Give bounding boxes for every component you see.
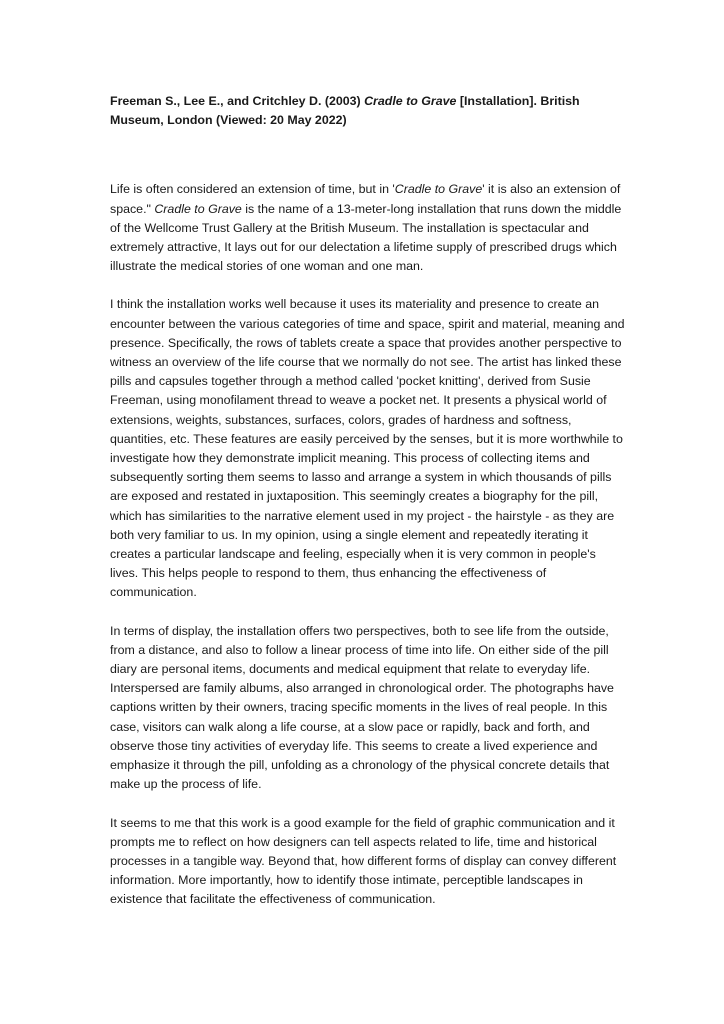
paragraph-intro-part-2: ' it is also an extension of space." [110, 182, 621, 216]
paragraph-intro-part-3: is the name of a 13-meter-long installation that runs down the middle of the Wellcome Trust Gallery at the British Museum. The installation is spectacular and extremely attractive, It lays out for our delectation a lifetime supply of prescribed drugs which illustrate the medical stories of one woman and one man. [110, 201, 622, 274]
citation-details: [Installation]. British Museum, London (Viewed: 20 May 2022) [110, 94, 580, 128]
paragraph-display: In terms of display, the installation offers two perspectives, both to see life from the outside, from a distance, and also to follow a linear process of time into life. On either side of the pill diary are personal items, documents and medical equipment that relate to everyday life. Interspersed are family albums, also arranged in chronological order. The photographs have captions written by their owners, tracing specific moments in the lives of real people. In this case, visitors can walk along a life course, at a slow pace or rapidly, back and forth, and observe those tiny activities of everyday life. This seems to create a lived experience and emphasize it through the pill, unfolding as a chronology of the physical concrete details that make up the process of life. [110, 623, 614, 792]
paragraph-intro [110, 180, 626, 276]
document-body [110, 92, 626, 910]
citation-authors: Freeman S., Lee E., and Critchley D. (2003) [110, 94, 365, 108]
paragraph-intro-part-1: Life is often considered an extension of time, but in ' [110, 182, 395, 197]
citation-work-title: Cradle to Grave [364, 94, 457, 108]
paragraph-intro-title-2: Cradle to Grave [154, 201, 242, 216]
paragraph-materiality: I think the installation works well because it uses its materiality and presence to create an encounter between the various categories of time and space, spirit and material, meaning and presence. Specifically, the rows of tablets create a space that provides another perspective to witness an overview of the life course that we normally do not see. The artist has linked these pills and capsules together through a method called 'pocket knitting', derived from Susie Freeman, using monofilament thread to weave a pocket net. It presents a physical world of extensions, weights, substances, surfaces, colors, grades of hardness and softness, quantities, etc. These features are easily perceived by the senses, but it is more worthwhile to investigate how they demonstrate implicit meaning. This process of collecting items and subsequently sorting them seems to lasso and arrange a system in which thousands of pills are exposed and restated in juxtaposition. This seemingly creates a biography for the pill, which has similarities to the narrative element used in my project - the hairstyle - as they are both very familiar to us. In my opinion, using a single element and repeatedly iterating it creates a particular landscape and feeling, especially when it is very common in people's lives. This helps people to respond to them, thus enhancing the effectiveness of communication. [110, 297, 625, 600]
citation-heading [110, 92, 626, 130]
paragraph-intro-title-1: Cradle to Grave [394, 182, 483, 197]
paragraph-conclusion: It seems to me that this work is a good example for the field of graphic communication and it prompts me to reflect on how designers can tell aspects related to life, time and historical processes in a tangible way. Beyond that, how different forms of display can convey different information. More importantly, how to identify those intimate, perceptible landscapes in existence that facilitate the effectiveness of communication. [110, 815, 617, 907]
